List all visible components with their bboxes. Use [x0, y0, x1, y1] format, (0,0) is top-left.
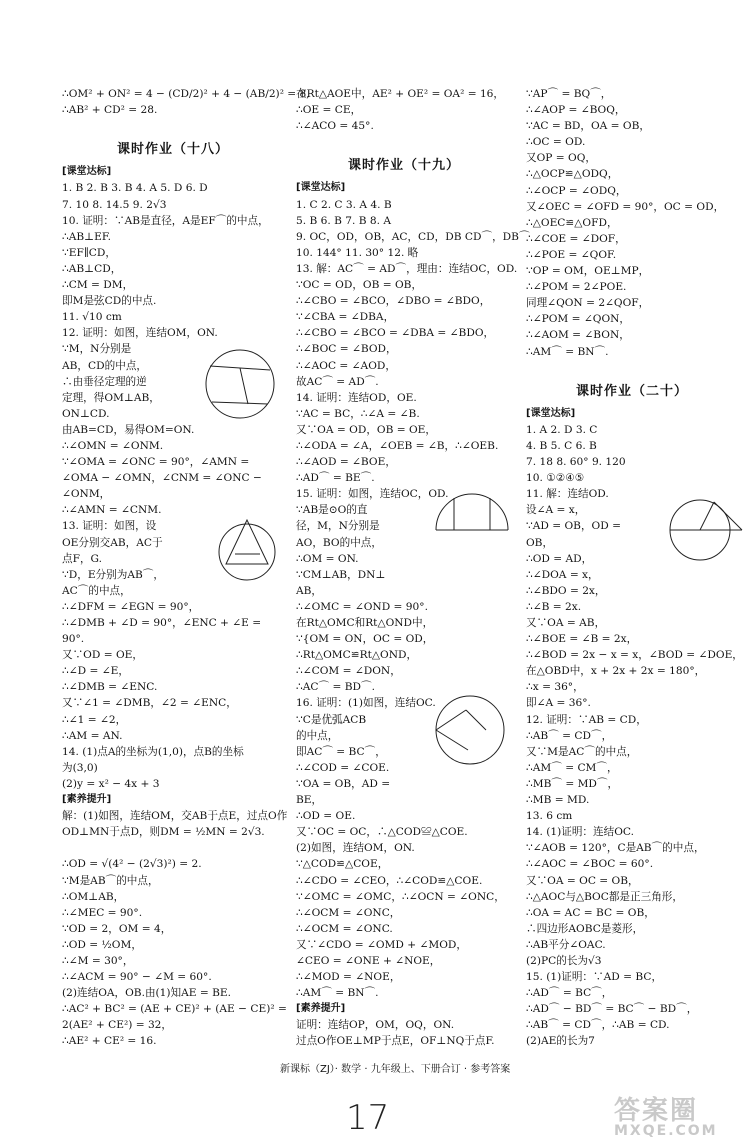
- text-line: 又∵∠1 = ∠DMB，∠2 = ∠ENC，: [62, 697, 237, 710]
- text-line: ∴∠COE = ∠DOF，: [526, 232, 626, 245]
- text-line: ∴Rt△OMC≌Rt△OND，: [296, 649, 418, 662]
- text-line: ∴∠OMN = ∠ONM.: [62, 439, 164, 452]
- text-line: AC⌒的中点，: [62, 584, 131, 597]
- section-heading: 课时作业（十九）: [347, 158, 460, 174]
- page-number: 17: [346, 1098, 390, 1138]
- text-line: OD⊥MN于点D，则DM = ½MN = 2√3.: [62, 826, 265, 839]
- text-line: ∴MB = MD.: [526, 794, 590, 807]
- text-line: ∴∠POE = ∠QOF.: [526, 248, 617, 261]
- text-line: 又∵OA = OD，OB = OE，: [296, 423, 436, 436]
- text-line: ∴∠1 = ∠2，: [62, 713, 127, 726]
- watermark: [614, 1090, 744, 1144]
- text-line: 12. 证明：如图，连结OM，ON.: [62, 327, 218, 340]
- text-line: 7. 10 8. 14.5 9. 2√3: [62, 198, 167, 211]
- figure-circle-q13: [210, 514, 284, 584]
- text-line: 又∵M是AC⌒的中点，: [526, 745, 638, 758]
- text-line: [296, 134, 512, 150]
- text-line: ∵∠AOB = 120°，C是AB⌒的中点，: [526, 842, 705, 855]
- watermark-line2: MXQE.COM: [614, 1123, 718, 1139]
- text-line: ∴∠ODA = ∠A，∠OEB = ∠B，∴∠OEB.: [296, 439, 499, 452]
- text-line: 16. 证明：(1)如图，连结OC.: [296, 697, 436, 710]
- text-line: ∴四边形AOBC是菱形，: [526, 922, 644, 935]
- text-line: ∵AC = BD，OA = OB，: [526, 120, 650, 133]
- text-line: ∵AP⌒ = BQ⌒，: [526, 88, 612, 100]
- text-line: ∴AC⌒ = BD⌒.: [296, 681, 375, 694]
- text-line: 15. (1)证明：∵AD = BC，: [526, 971, 663, 984]
- text-line: ∵OD = 2，OM = 4，: [62, 922, 172, 935]
- text-line: 11. 解：连结OD.: [526, 488, 609, 501]
- text-line: 点F，G.: [62, 552, 102, 565]
- text-line: ∴AB平分∠OAC.: [526, 938, 606, 951]
- figure-circle-q16: [426, 690, 510, 770]
- text-line: 又∵OA = OC = OB，: [526, 874, 639, 887]
- text-line: ∴∠AOC = ∠BOC = 60°.: [526, 858, 654, 871]
- text-line: ∴OM⊥AB，: [62, 890, 125, 903]
- text-line: ∴AM⌒ = CM⌒，: [526, 761, 618, 774]
- section-tag: [课堂达标]: [62, 166, 112, 178]
- text-line: 同理∠QON = 2∠QOF，: [526, 297, 650, 310]
- text-line: ∴OD = OE.: [296, 810, 356, 823]
- text-line: AB，: [296, 584, 323, 597]
- text-line: ∴∠OMC = ∠OND = 90°.: [296, 600, 428, 613]
- text-line: 径，M，N分别是: [296, 520, 380, 533]
- text-line: 在Rt△OMC和Rt△OND中，: [296, 617, 434, 629]
- text-line: ∴AE² + CE² = 16.: [62, 1035, 157, 1048]
- text-line: ∴∠BOE = ∠B = 2x，: [526, 633, 638, 646]
- text-line: ∴AM⌒ = BN⌒.: [296, 987, 379, 1000]
- figure-circle-q15: [430, 484, 514, 544]
- text-line: 2(AE² + CE²) = 32，: [62, 1019, 173, 1032]
- text-line: ∴AB⊥EF.: [62, 230, 111, 243]
- text-line: 14. (1)点A的坐标为(1,0)，点B的坐标: [62, 745, 244, 758]
- text-line: ∴AM⌒ = BN⌒.: [526, 345, 609, 358]
- text-line: ∴MB⌒ = MD⌒，: [526, 777, 619, 790]
- text-line: 10. ①②④⑤: [526, 472, 585, 485]
- text-line: ∴∠M = 30°，: [62, 954, 134, 967]
- text-line: ∴∠OCP = ∠ODQ，: [526, 184, 627, 197]
- text-line: ∴由垂径定理的逆: [62, 375, 147, 388]
- text-line: ∴∠MEC = 90°.: [62, 906, 143, 919]
- text-line: 15. 证明：如图，连结OC，OD.: [296, 488, 449, 501]
- text-line: ∴∠COM = ∠DON，: [296, 665, 401, 678]
- text-line: (2)y = x² − 4x + 3: [62, 777, 160, 790]
- section-tag: [课堂达标]: [296, 182, 346, 194]
- text-line: 10. 144° 11. 30° 12. 略: [296, 246, 419, 259]
- text-line: 又∵OD = OE，: [62, 649, 143, 662]
- text-line: 1. A 2. D 3. C: [526, 423, 598, 436]
- text-line: BE，: [296, 794, 323, 807]
- text-line: ∵∠OMA = ∠ONC = 90°，∠AMN =: [62, 456, 250, 469]
- text-line: ∴∠COD = ∠COE.: [296, 761, 390, 774]
- text-line: ∵D，E分别为AB⌒，: [62, 568, 164, 581]
- text-line: 12. 证明：∵AB = CD，: [526, 713, 647, 726]
- text-line: ∴∠D = ∠E，: [62, 665, 129, 678]
- text-line: (2)PC的长为√3: [526, 954, 602, 967]
- section-heading: 课时作业（十八）: [116, 142, 229, 158]
- text-line: ∵AB是⊙O的直: [296, 504, 368, 517]
- column-2: [296, 86, 530, 1050]
- text-line: ∴∠AOM = ∠BON，: [526, 329, 630, 342]
- section-tag: [素养提升]: [296, 1003, 346, 1015]
- text-line: ∠CEO = ∠ONE + ∠NOE，: [296, 954, 441, 967]
- text-line: ∵M，N分别是: [62, 343, 132, 356]
- text-line: ∴OM = ON.: [296, 552, 359, 565]
- text-line: ∴OA = AC = BC = OB，: [526, 906, 655, 919]
- text-line: 又∠OEC = ∠OFD = 90°，OC = OD，: [526, 200, 725, 213]
- text-line: 13. 解：AC⌒ = AD⌒，理由：连结OC，OD.: [296, 262, 518, 275]
- text-line: 13. 6 cm: [526, 810, 573, 823]
- text-line: ∵EF∥CD，: [62, 246, 116, 259]
- text-line: ∴∠AOD = ∠BOE，: [296, 456, 396, 469]
- text-line: ∴∠DFM = ∠EGN = 90°，: [62, 600, 200, 613]
- text-line: 证明：连结OP，OM，OQ，ON.: [296, 1019, 455, 1032]
- text-line: ∴∠ACO = 45°.: [296, 120, 374, 133]
- text-line: ∴∠OCM = ∠ONC.: [296, 922, 393, 935]
- text-line: ∵CM⊥AB，DN⊥: [296, 568, 386, 581]
- text-line: ∵OA = OB，AD =: [296, 777, 391, 790]
- text-line: ∴∠MOD = ∠NOE，: [296, 971, 401, 984]
- text-line: ∴x = 36°，: [526, 681, 584, 694]
- text-line: ∴∠BOD = 2x − x = x，∠BOD = ∠DOE，: [526, 649, 743, 662]
- text-line: ∴△AOC与△BOC都是正三角形，: [526, 890, 683, 903]
- text-line: 90°.: [62, 633, 85, 646]
- text-line: ∴△OCP≌△ODQ，: [526, 168, 619, 181]
- text-line: 又∵OC = OC，∴△COD≌△COE.: [296, 826, 468, 839]
- text-line: (2)AE的长为7: [526, 1035, 595, 1048]
- text-line: 11. √10 cm: [62, 311, 122, 324]
- text-line: 为(3,0): [62, 761, 98, 774]
- text-line: ∠ONM，: [62, 488, 111, 501]
- text-line: ∴OD = ½OM，: [62, 938, 142, 951]
- text-line: ON⊥CD.: [62, 407, 110, 420]
- text-line: ∵C是优弧ACB: [296, 713, 367, 726]
- text-line: 14. 证明：连结OD，OE.: [296, 391, 417, 404]
- text-line: OE分别交AB，AC于: [62, 536, 163, 549]
- text-line: 10. 证明：∵AB是直径，A是EF⌒的中点，: [62, 214, 269, 227]
- text-line: 由AB=CD，易得OM=ON.: [62, 423, 195, 436]
- text-line: [62, 118, 284, 134]
- text-line: ∴∠DOA = x，: [526, 568, 599, 581]
- text-line: ∴AD⌒ = BC⌒，: [526, 987, 613, 1000]
- text-line: 13. 证明：如图，设: [62, 520, 157, 533]
- text-line: ∴OD = AD，: [526, 552, 593, 565]
- text-line: 7. 18 8. 60° 9. 120: [526, 456, 626, 469]
- text-line: [62, 840, 284, 856]
- text-line: ∵AC = BC，∴∠A = ∠B.: [296, 407, 420, 420]
- text-line: ∴∠DMB = ∠ENC.: [62, 681, 158, 694]
- text-line: ∵∠CBA = ∠DBA，: [296, 311, 395, 324]
- section-heading: 课时作业（二十）: [575, 383, 688, 399]
- text-line: ∴∠DMB + ∠D = 90°，∠ENC + ∠E =: [62, 617, 262, 629]
- text-line: ∴OM² + ON² = 4 − (CD/2)² + 4 − (AB/2)² = 8,: [62, 88, 310, 100]
- text-line: ∴∠CBO = ∠BCO = ∠DBA = ∠BDO，: [296, 327, 495, 340]
- text-line: 又∵OA = AB，: [526, 617, 606, 629]
- text-line: 定理，得OM⊥AB，: [62, 391, 160, 404]
- text-line: ∵AD = OB，OD =: [526, 520, 621, 533]
- text-line: 又OP = OQ，: [526, 152, 596, 165]
- text-line: 1. B 2. B 3. B 4. A 5. D 6. D: [62, 182, 208, 195]
- text-line: ∴∠POM = ∠QON，: [526, 313, 630, 326]
- text-line: ∴AB⌒ = CD⌒，∴AB = CD.: [526, 1019, 670, 1032]
- text-line: 在Rt△AOE中，AE² + OE² = OA² = 16，: [296, 88, 505, 100]
- section-tag: [素养提升]: [62, 794, 112, 806]
- text-line: 4. B 5. C 6. B: [526, 439, 597, 452]
- text-line: AB，CD的中点，: [62, 359, 148, 372]
- text-line: 5. B 6. B 7. B 8. A: [296, 214, 392, 227]
- text-line: ∴∠ACM = 90° − ∠M = 60°.: [62, 971, 212, 984]
- text-line: ∴△OEC≌△OFD，: [526, 216, 618, 229]
- text-line: 9. OC，OD，OB，AC，CD，DB CD⌒，DB⌒: [296, 230, 530, 243]
- text-line: ∴∠CDO = ∠CEO，∴∠COD≌△COE.: [296, 874, 483, 887]
- text-line: ∴AC² + BC² = (AE + CE)² + (AE − CE)² =: [62, 1003, 287, 1016]
- text-line: 故AC⌒ = AD⌒.: [296, 375, 379, 388]
- text-line: 又∵∠CDO = ∠OMD + ∠MOD，: [296, 938, 467, 951]
- text-line: 即AC⌒ = BC⌒，: [296, 745, 386, 758]
- figure-circle-q12: [198, 346, 282, 422]
- text-line: ∴CM = DM，: [62, 279, 134, 292]
- text-line: 的中点，: [296, 729, 339, 742]
- text-line: ∵M是AB⌒的中点，: [62, 874, 159, 887]
- text-line: 设∠A = x，: [526, 504, 586, 517]
- text-line: ∵△COD≌△COE，: [296, 858, 389, 871]
- column-3: [526, 86, 743, 1050]
- text-line: 即M是弦CD的中点.: [62, 295, 157, 308]
- text-line: ∴∠AMN = ∠CNM.: [62, 504, 162, 517]
- section-tag: [课堂达标]: [526, 407, 576, 419]
- text-line: ∵∠OMC = ∠OMC，∴∠OCN = ∠ONC，: [296, 890, 505, 903]
- text-line: [526, 360, 738, 376]
- text-line: 即∠A = 36°.: [526, 697, 591, 710]
- text-line: ∴AB⌒ = CD⌒，: [526, 729, 613, 742]
- text-line: ∵{OM = ON，OC = OD，: [296, 633, 434, 646]
- text-line: ∵OP = OM，OE⊥MP，: [526, 265, 650, 278]
- text-line: ∴∠POM = 2∠POE.: [526, 281, 627, 294]
- text-line: ∴AD⌒ − BD⌒ = BC⌒ − BD⌒，: [526, 1003, 698, 1016]
- figure-circle-q11: [664, 490, 744, 550]
- text-line: ∴∠B = 2x.: [526, 600, 582, 613]
- text-line: ∴∠OCM = ∠ONC，: [296, 906, 401, 919]
- text-line: ∵OC = OD，OB = OB，: [296, 279, 423, 292]
- footer-text: 新课标（ZJ）· 数学 · 九年级上、下册合订 · 参考答案: [280, 1064, 511, 1075]
- text-line: ∴AM = AN.: [62, 729, 123, 742]
- text-line: ∴OE = CE，: [296, 104, 362, 117]
- text-line: ∴OD = √(4² − (2√3)²) = 2.: [62, 858, 202, 871]
- text-line: AO，BO的中点，: [296, 536, 382, 549]
- text-line: ∴OC = OD.: [526, 136, 586, 149]
- text-line: 1. C 2. C 3. A 4. B: [296, 198, 392, 211]
- text-line: ∴AB² + CD² = 28.: [62, 104, 158, 117]
- text-line: ∴∠BOC = ∠BOD，: [296, 343, 397, 356]
- text-line: ∠OMA − ∠OMN，∠CNM = ∠ONC −: [62, 472, 262, 485]
- text-line: 在△OBD中，x + 2x + 2x = 180°，: [526, 665, 706, 678]
- text-line: 解：(1)如图，连结OM，交AB于点E，过点O作: [62, 810, 288, 823]
- text-line: 过点O作OE⊥MP于点E，OF⊥NQ于点F.: [296, 1035, 495, 1048]
- watermark-line1: 答案圈: [614, 1096, 699, 1126]
- text-line: ∴∠AOP = ∠BOQ，: [526, 104, 626, 117]
- text-line: ∴AB⊥CD，: [62, 262, 122, 275]
- text-line: 14. (1)证明：连结OC.: [526, 826, 634, 839]
- text-line: (2)如图，连结OM，ON.: [296, 842, 415, 855]
- text-line: ∴AD⌒ = BE⌒.: [296, 472, 375, 485]
- text-line: ∴∠AOC = ∠AOD，: [296, 359, 396, 372]
- text-line: OB，: [526, 536, 554, 549]
- text-line: (2)连结OA，OB.由(1)知AE = BE.: [62, 987, 232, 1000]
- text-line: ∴∠CBO = ∠BCO，∠DBO = ∠BDO，: [296, 295, 491, 308]
- text-line: ∴∠BDO = 2x，: [526, 584, 606, 597]
